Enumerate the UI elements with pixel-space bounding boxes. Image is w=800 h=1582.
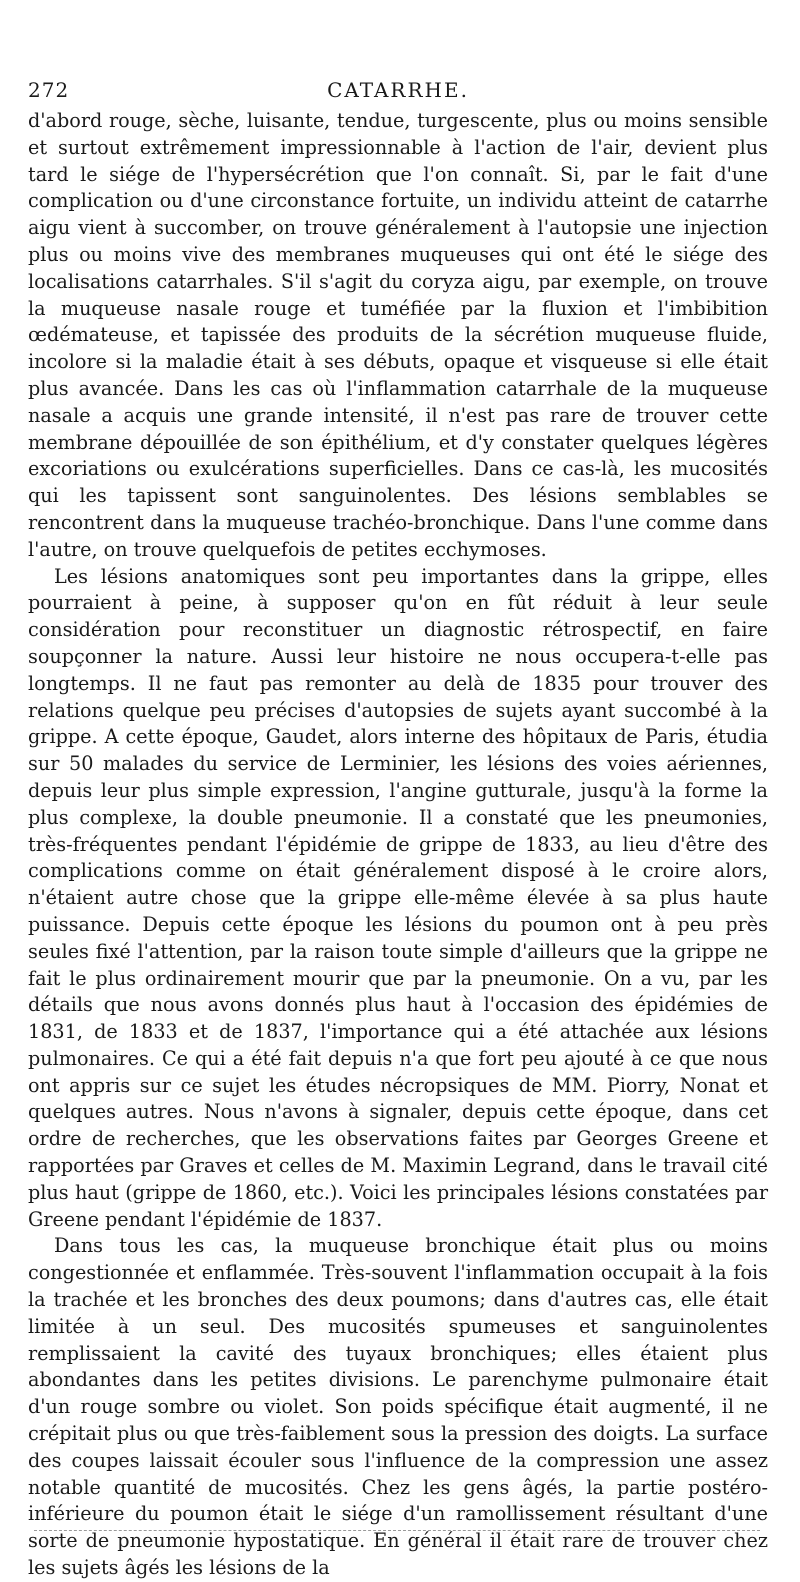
page-number: 272 [28, 78, 70, 102]
running-title: CATARRHE. [327, 78, 469, 102]
paragraph-continuation: d'abord rouge, sèche, luisante, tendue, turgescente, plus ou moins sensible et surtout extrêmement impressionnable à l'action de l'air, devient plus tard le siége de l'hypersécrétion que l'on connaît. Si, par le fait d'une complication ou d'une circonstance fortuite, un individu atteint de catarrhe aigu vient à succomber, on trouve généralement à l'autopsie une injection plus ou moins vive des membranes muqueuses qui ont été le siége des localisations catarrhales. S'il s'agit du coryza aigu, par exemple, on trouve la muqueuse nasale rouge et tuméfiée par la fluxion et l'imbibition œdémateuse, et tapissée des produits de la sécrétion muqueuse fluide, incolore si la maladie était à ses débuts, opaque et visqueuse si elle était plus avancée. Dans les cas où l'inflammation catarrhale de la muqueuse nasale a acquis une grande intensité, il n'est pas rare de trouver cette membrane dépouillée de son épithélium, et d'y constater quelques légères excoriations ou exulcérations superficielles. Dans ce cas-là, les mucosités qui les tapissent sont sanguinolentes. Des lésions semblables se rencontrent dans la muqueuse trachéo-bronchique. Dans l'une comme dans l'autre, on trouve quelquefois de petites ecchymoses. [28, 109, 768, 561]
paragraph-greene-findings: Dans tous les cas, la muqueuse bronchique était plus ou moins congestionnée et enflammée. Très-souvent l'inflammation occupait à la fois la trachée et les bronches des deux poumons; dans d'autres cas, elle était limitée à un seul. Des mucosités spumeuses et sanguinolentes remplissaient la cavité des tuyaux bronchiques; elles étaient plus abondantes dans les petites divisions. Le parenchyme pulmonaire était d'un rouge sombre ou violet. Son poids spécifique était augmenté, il ne crépitait plus ou que très-faiblement sous la pression des doigts. La surface des coupes laissait écouler sous l'influence de la compression une assez notable quantité de mucosités. Chez les gens âgés, la partie postéro-inférieure du poumon était le siége d'un ramollissement résultant d'une sorte de pneumonie hypostatique. En général il était rare de trouver chez les sujets âgés les lésions de la [28, 1234, 768, 1580]
footer-rule [34, 1530, 760, 1531]
paragraph-grippe-lesions: Les lésions anatomiques sont peu importantes dans la grippe, elles pourraient à peine, à supposer qu'on en fût réduit à leur seule considération pour reconstituer un diagnostic rétrospectif, en faire soupçonner la nature. Aussi leur histoire ne nous occupera-t-elle pas longtemps. Il ne faut pas remonter au delà de 1835 pour trouver des relations quelque peu précises d'autopsies de sujets ayant succombé à la grippe. A cette époque, Gaudet, alors interne des hôpitaux de Paris, étudia sur 50 malades du service de Lerminier, les lésions des voies aériennes, depuis leur plus simple expression, l'angine gutturale, jusqu'à la forme la plus complexe, la double pneumonie. Il a constaté que les pneumonies, très-fréquentes pendant l'épidémie de grippe de 1833, au lieu d'être des complications comme on était généralement disposé à le croire alors, n'étaient autre chose que la grippe elle-même élevée à sa plus haute puissance. Depuis cette époque les lésions du poumon ont à peu près seules fixé l'attention, par la raison toute simple d'ailleurs que la grippe ne fait le plus ordinairement mourir que par la pneumonie. On a vu, par les détails que nous avons donnés plus haut à l'occasion des épidémies de 1831, de 1833 et de 1837, l'importance qui a été attachée aux lésions pulmonaires. Ce qui a été fait depuis n'a que fort peu ajouté à ce que nous ont appris sur ce sujet les études nécropsiques de MM. Piorry, Nonat et quelques autres. Nous n'avons à signaler, depuis cette époque, dans cet ordre de recherches, que les observations faites par Georges Greene et rapportées par Graves et celles de M. Maximin Legrand, dans le travail cité plus haut (grippe de 1860, etc.). Voici les principales lésions constatées par Greene pendant l'épidémie de 1837. [28, 564, 768, 1231]
document-page [28, 72, 768, 1582]
page-header [28, 72, 768, 108]
